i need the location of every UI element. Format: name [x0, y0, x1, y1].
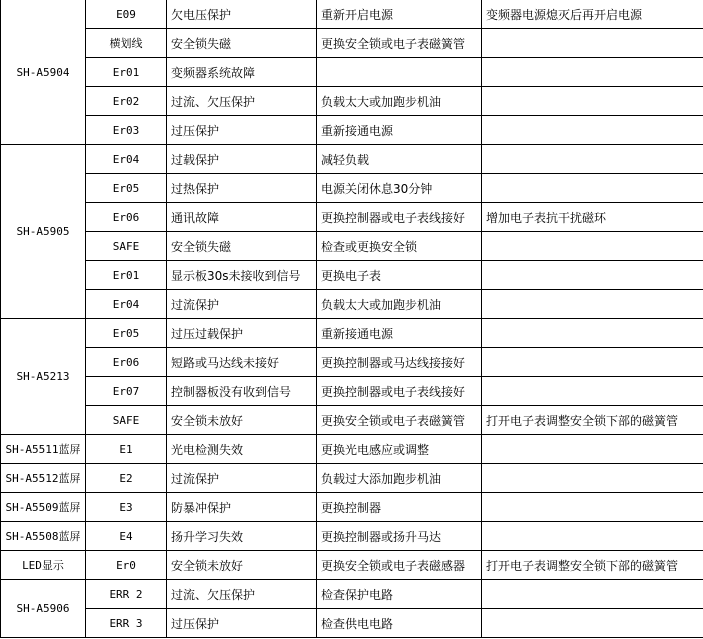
fix-cell: 更换安全锁或电子表磁簧管	[317, 406, 482, 435]
code-cell: ERR 3	[86, 609, 167, 638]
fix-cell: 更换光电感应或调整	[317, 435, 482, 464]
fault-cell: 过流、欠压保护	[167, 580, 317, 609]
code-cell: Er04	[86, 290, 167, 319]
fix-cell: 更换安全锁或电子表磁簧管	[317, 29, 482, 58]
note-cell	[482, 348, 703, 377]
fix-cell: 检查保护电路	[317, 580, 482, 609]
fault-cell: 安全锁未放好	[167, 551, 317, 580]
note-cell: 增加电子表抗干扰磁环	[482, 203, 703, 232]
fix-cell: 更换电子表	[317, 261, 482, 290]
code-cell: E2	[86, 464, 167, 493]
fix-cell: 检查或更换安全锁	[317, 232, 482, 261]
fault-cell: 安全锁失磁	[167, 29, 317, 58]
fix-cell	[317, 58, 482, 87]
fault-cell: 防暴冲保护	[167, 493, 317, 522]
table-row	[1, 87, 703, 116]
code-cell: E4	[86, 522, 167, 551]
code-cell: Er07	[86, 377, 167, 406]
fault-cell: 过压保护	[167, 116, 317, 145]
model-cell: SH-A5511蓝屏	[1, 435, 86, 464]
model-cell: SH-A5904	[1, 0, 86, 145]
table-row	[1, 203, 703, 232]
code-cell: Er06	[86, 203, 167, 232]
fault-cell: 扬升学习失效	[167, 522, 317, 551]
error-code-table-body	[1, 0, 703, 638]
table-row	[1, 261, 703, 290]
model-cell: SH-A5905	[1, 145, 86, 319]
fix-cell: 负载过大添加跑步机油	[317, 464, 482, 493]
table-row	[1, 29, 703, 58]
fault-cell: 短路或马达线未接好	[167, 348, 317, 377]
table-row	[1, 493, 703, 522]
code-cell: SAFE	[86, 232, 167, 261]
fault-cell: 显示板30s未接收到信号	[167, 261, 317, 290]
code-cell: Er06	[86, 348, 167, 377]
table-row	[1, 232, 703, 261]
fault-cell: 控制器板没有收到信号	[167, 377, 317, 406]
note-cell	[482, 29, 703, 58]
note-cell	[482, 261, 703, 290]
fault-cell: 光电检测失效	[167, 435, 317, 464]
fix-cell: 更换安全锁或电子表磁感器	[317, 551, 482, 580]
code-cell: Er03	[86, 116, 167, 145]
fix-cell: 减轻负载	[317, 145, 482, 174]
fix-cell: 检查供电电路	[317, 609, 482, 638]
note-cell: 打开电子表调整安全锁下部的磁簧管	[482, 551, 703, 580]
table-row	[1, 116, 703, 145]
fault-cell: 欠电压保护	[167, 0, 317, 29]
fix-cell: 重新接通电源	[317, 319, 482, 348]
note-cell	[482, 87, 703, 116]
model-cell: SH-A5512蓝屏	[1, 464, 86, 493]
fix-cell: 更换控制器或电子表线接好	[317, 203, 482, 232]
table-row	[1, 609, 703, 638]
code-cell: E09	[86, 0, 167, 29]
table-row	[1, 145, 703, 174]
note-cell	[482, 174, 703, 203]
note-cell	[482, 145, 703, 174]
fault-cell: 过流保护	[167, 290, 317, 319]
table-row	[1, 348, 703, 377]
note-cell	[482, 493, 703, 522]
note-cell	[482, 58, 703, 87]
table-row	[1, 580, 703, 609]
note-cell	[482, 377, 703, 406]
fix-cell: 重新开启电源	[317, 0, 482, 29]
fault-cell: 通讯故障	[167, 203, 317, 232]
note-cell	[482, 609, 703, 638]
fix-cell: 电源关闭休息30分钟	[317, 174, 482, 203]
fault-cell: 过流、欠压保护	[167, 87, 317, 116]
note-cell: 打开电子表调整安全锁下部的磁簧管	[482, 406, 703, 435]
fault-cell: 过压过载保护	[167, 319, 317, 348]
fix-cell: 更换控制器	[317, 493, 482, 522]
fault-cell: 过流保护	[167, 464, 317, 493]
fix-cell: 更换控制器或电子表线接好	[317, 377, 482, 406]
code-cell: Er02	[86, 87, 167, 116]
code-cell: Er05	[86, 174, 167, 203]
code-cell: Er0	[86, 551, 167, 580]
fault-cell: 过压保护	[167, 609, 317, 638]
fix-cell: 负载太大或加跑步机油	[317, 87, 482, 116]
fix-cell: 重新接通电源	[317, 116, 482, 145]
model-cell: SH-A5509蓝屏	[1, 493, 86, 522]
code-cell: Er05	[86, 319, 167, 348]
code-cell: 横划线	[86, 29, 167, 58]
note-cell	[482, 435, 703, 464]
table-row	[1, 290, 703, 319]
code-cell: Er04	[86, 145, 167, 174]
note-cell	[482, 319, 703, 348]
model-cell: SH-A5906	[1, 580, 86, 638]
table-row	[1, 377, 703, 406]
table-row	[1, 0, 703, 29]
fix-cell: 更换控制器或马达线接接好	[317, 348, 482, 377]
table-row	[1, 174, 703, 203]
table-row	[1, 522, 703, 551]
code-cell: E1	[86, 435, 167, 464]
note-cell	[482, 464, 703, 493]
code-cell: Er01	[86, 261, 167, 290]
fault-cell: 过热保护	[167, 174, 317, 203]
note-cell	[482, 232, 703, 261]
note-cell	[482, 580, 703, 609]
note-cell: 变频器电源熄灭后再开启电源	[482, 0, 703, 29]
fault-cell: 变频器系统故障	[167, 58, 317, 87]
fault-cell: 过载保护	[167, 145, 317, 174]
table-row	[1, 435, 703, 464]
code-cell: SAFE	[86, 406, 167, 435]
fix-cell: 负载太大或加跑步机油	[317, 290, 482, 319]
fault-cell: 安全锁失磁	[167, 232, 317, 261]
code-cell: Er01	[86, 58, 167, 87]
table-row	[1, 319, 703, 348]
model-cell: LED显示	[1, 551, 86, 580]
model-cell: SH-A5213	[1, 319, 86, 435]
table-row	[1, 58, 703, 87]
note-cell	[482, 290, 703, 319]
table-row	[1, 406, 703, 435]
note-cell	[482, 116, 703, 145]
fix-cell: 更换控制器或扬升马达	[317, 522, 482, 551]
code-cell: ERR 2	[86, 580, 167, 609]
note-cell	[482, 522, 703, 551]
code-cell: E3	[86, 493, 167, 522]
table-row	[1, 464, 703, 493]
model-cell: SH-A5508蓝屏	[1, 522, 86, 551]
fault-cell: 安全锁未放好	[167, 406, 317, 435]
table-row	[1, 551, 703, 580]
